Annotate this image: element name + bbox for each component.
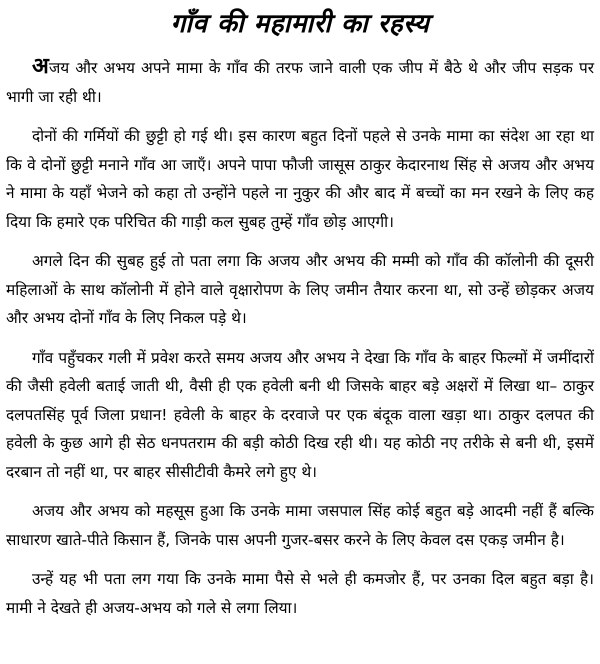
paragraph-1	[6, 54, 594, 111]
paragraph-4: गाँव पहुँचकर गली में प्रवेश करते समय अजय और अभय ने देखा कि गाँव के बाहर फिल्मों में जमींदारों की जैसी हवेली बताई जाती थी, वैसी ही एक हवेली बनी थी जिसके बाहर बड़े अक्षरों में लिखा था– ठाकुर दलपतसिंह पूर्व जिला प्रधान! हवेली के बाहर के दरवाजे पर एक बंदूक वाला खड़ा था। ठाकुर दलपत की हवेली के कुछ आगे ही सेठ धनपतराम की बड़ी कोठी दिख रही थी। यह कोठी नए तरीके से बनी थी, इसमें दरबान तो नहीं था, पर बाहर सीसीटीवी कैमरे लगे हुए थे।	[6, 348, 594, 481]
paragraph-3: अगले दिन की सुबह हुई तो पता लगा कि अजय और अभय की मम्मी को गाँव की कॉलोनी की दूसरी महिलाओं के साथ कॉलोनी में होने वाले वृक्षारोपण के लिए जमीन तैयार करना था, सो उन्हें छोड़कर अजय और अभय दोनों गाँव के लिए निकल पड़े थे।	[6, 252, 594, 327]
paragraph-1-text: जय और अभय अपने मामा के गाँव की तरफ जाने वाली एक जीप में बैठे थे और जीप सड़क पर भागी जा रही थी।	[6, 59, 594, 106]
paragraph-2: दोनों की गर्मियों की छुट्टी हो गई थी। इस कारण बहुत दिनों पहले से उनके मामा का संदेश आ रहा था कि वे दोनों छुट्टी मनाने गाँव आ जाएँ। अपने पापा फौजी जासूस ठाकुर केदारनाथ सिंह से अजय और अभय ने मामा के यहाँ भेजने को कहा तो उन्होंने पहले ना नुकुर की और बाद में बच्चों का मन रखने के लिए कह दिया कि हमारे एक परिचित की गाड़ी कल सुबह तुम्हें गाँव छोड़ आएगी।	[6, 127, 594, 231]
paragraph-5: अजय और अभय को महसूस हुआ कि उनके मामा जसपाल सिंह कोई बहुत बड़े आदमी नहीं हैं बल्कि साधारण खाते-पीते किसान हैं, जिनके पास अपनी गुजर-बसर करने के लिए केवल दस एकड़ जमीन है।	[6, 502, 594, 549]
drop-cap: अ	[32, 54, 49, 79]
page-title: गाँव की महामारी का रहस्य	[170, 9, 430, 39]
paragraph-6: उन्हें यह भी पता लग गया कि उनके मामा पैसे से भले ही कमजोर हैं, पर उनका दिल बहुत बड़ा है। मामी ने देखते ही अजय-अभय को गले से लगा लिया।	[6, 570, 594, 617]
